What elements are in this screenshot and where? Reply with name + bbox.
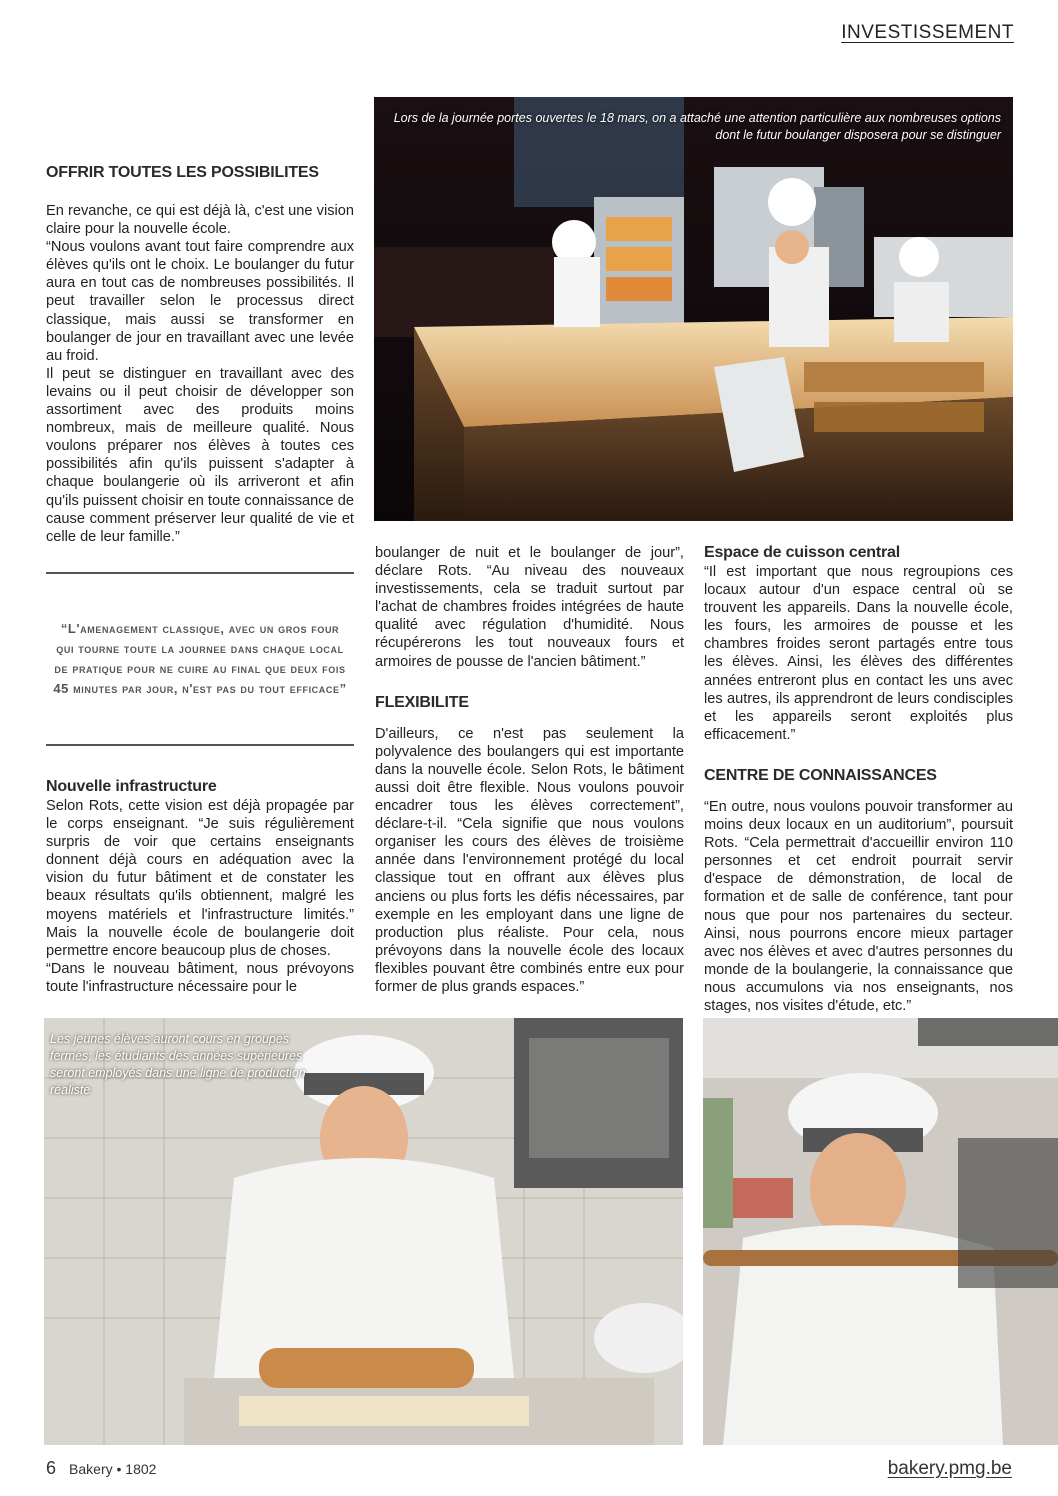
bakery-demo-illustration — [374, 97, 1013, 521]
paragraph: Selon Rots, cette vision est déjà propagée par le corps enseignant. “Je suis régulièrement surpris de voir que certains enseignants donnent déjà cours en adéquation avec la vision du futur bâtiment et de constater les beaux résultats qu'ils obtiennent, malgré les moyens matériels et l'infrastructure limités.” Mais la nouvelle école de boulangerie doit permettre encore beaucoup plus de choses. — [46, 798, 354, 959]
pull-quote-text: “L'amenagement classique, avec un gros four qui tourne toute la journee dans chaque local de pratique pour ne cuire au final que deux fois 45 minutes par jour, n'est pas du tout efficace” — [53, 621, 347, 696]
photo-student-peel — [703, 1018, 1058, 1445]
heading-offrir: OFFRIR TOUTES LES POSSIBILITES — [46, 164, 319, 181]
paragraph: En revanche, ce qui est déjà là, c'est une vision claire pour la nouvelle école. — [46, 203, 354, 238]
paragraph: “Nous voulons avant tout faire comprendre aux élèves qu'ils ont le choix. Le boulanger du futur aura en tout cas de nombreuses possibilités. Il peut travailler selon le processus direct classique, mais aussi se transformer en boulanger de jour en travaillant avec une levée au froid. — [46, 239, 354, 364]
photo-caption-top: Lors de la journée portes ouvertes le 18 mars, on a attaché une attention particulière aux nombreuses options dont le futur boulanger disposera pour se distinguer — [393, 111, 1001, 142]
photo-open-house — [374, 97, 1013, 521]
section-tag: INVESTISSEMENT — [841, 22, 1014, 43]
paragraph: “En outre, nous voulons pouvoir transformer au moins deux locaux en un auditorium”, poursuit Rots. “Cela permettrait d'accueillir environ 110 personnes et cet endroit pourrait servir d'espace de démonstration, de local de formation et de salle de conférence, tant pour nous que pour nos partenaires du secteur. Ainsi, nous pourrons encore mieux partager avec nos élèves et avec d'autres personnes du monde de la boulangerie, la connaissance que nous accumulons via nos enseignants, nos stages, nos visites d'étude, etc.” — [704, 798, 1013, 1014]
right-column — [704, 543, 1013, 1015]
paragraph: “Dans le nouveau bâtiment, nous prévoyons toute l'infrastructure nécessaire pour le — [46, 960, 354, 995]
middle-column — [375, 544, 684, 996]
footer-pagination — [46, 1458, 156, 1479]
page-number: 6 — [46, 1458, 57, 1478]
photo-student-rolling-dough — [44, 1018, 683, 1445]
heading-nouvelle-infrastructure: Nouvelle infrastructure — [46, 778, 217, 795]
footer-url-link[interactable]: bakery.pmg.be — [887, 1458, 1012, 1479]
heading-espace-cuisson: Espace de cuisson central — [704, 544, 900, 561]
student-peel-illustration — [703, 1018, 1058, 1445]
heading-centre-connaissances: CENTRE DE CONNAISSANCES — [704, 766, 937, 784]
left-column-lower — [46, 777, 354, 996]
magazine-issue: Bakery • 1802 — [69, 1461, 157, 1477]
paragraph: boulanger de nuit et le boulanger de jour”, déclare Rots. “Au niveau des nouveaux investissements, cela se traduit surtout par l'achat de chambres froides intégrées de haute qualité avec régulation d'humidité. Nous récupérerons les tout nouveaux fours et armoires de pousse de l'ancien bâtiment.” — [375, 545, 684, 670]
left-column — [46, 163, 354, 546]
paragraph: Il peut se distinguer en travaillant avec des levains ou il peut choisir de développer son assortiment avec des produits moins nombreux, mais de meilleure qualité. Nous voulons préparer nos élèves à toutes ces possibilités afin qu'ils puissent s'adapter à chaque boulangerie où ils arriveront et afin qu'ils puissent choisir en toute connaissance de cause comment préserver leur qualité de vie et celle de leur famille.” — [46, 365, 354, 545]
pull-quote — [46, 572, 354, 746]
photo-caption-bottom-left: Les jeunes élèves auront cours en groupes fermés; les étudiants des années supérieures seront employés dans une ligne de production réaliste — [50, 1032, 306, 1097]
heading-flexibilite: FLEXIBILITE — [375, 693, 469, 711]
paragraph: “Il est important que nous regroupions ces locaux autour d'un espace central où se trouvent les appareils. Dans la nouvelle école, les fours, les armoires de pousse et les chambres froides seront partagés entre tous les élèves. Ainsi, les élèves des différentes années entreront plus en contact les uns avec les autres, ils apprendront de leurs condisciples et les appareils seront exploités plus efficacement.” — [704, 564, 1013, 743]
paragraph: D'ailleurs, ce n'est pas seulement la polyvalence des boulangers qui est importante dans la nouvelle école. Selon Rots, le bâtiment aussi doit être flexible. Nous voulons pouvoir encadrer tous les élèves correctement”, déclare-t-il. “Cela signifie que nous voulons organiser les cours des élèves de troisième année dans l'environnement protégé du local classique tout en offrant aux élèves plus anciens ou plus forts les défis nécessaires, par exemple en les employant dans une ligne de production plus réaliste. Pour cela, nous prévoyons dans la nouvelle école des locaux flexibles pouvant être combinés entre eux pour former de plus grands espaces.” — [375, 725, 684, 995]
